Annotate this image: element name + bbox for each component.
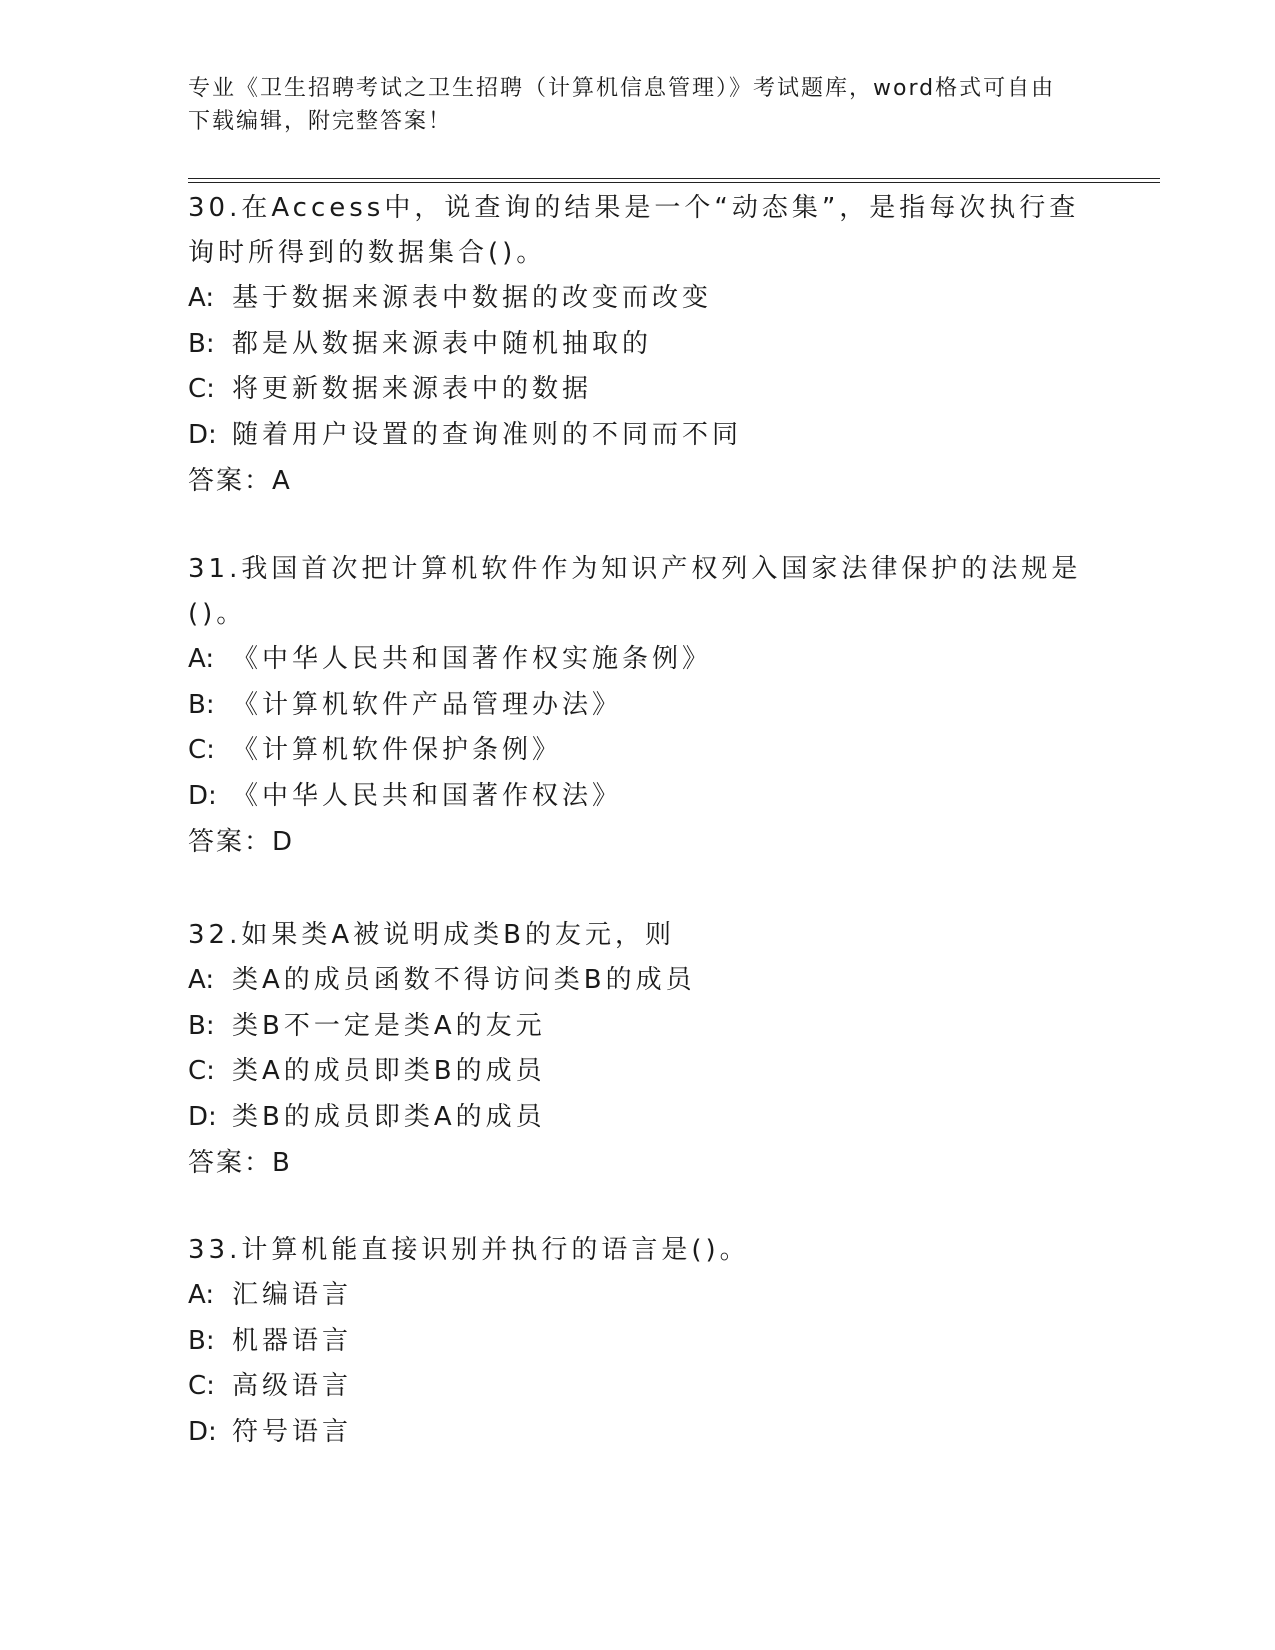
option-letter: D: [188,419,217,450]
option-c [188,728,1088,774]
option-a [188,276,1088,322]
option-text: 《中华人民共和国著作权法》 [232,780,623,811]
option-d [188,413,1088,459]
option-letter: A: [188,283,215,313]
option-letter: C: [188,374,215,405]
header-divider [188,178,1160,183]
header-text: 专业《卫生招聘考试之卫生招聘（计算机信息管理）》考试题库，word格式可自由下载编辑，附完整答案！ [188,76,1056,134]
option-text: 《中华人民共和国著作权实施条例》 [232,644,713,674]
question-30 [188,186,1088,504]
option-letter: C: [188,1371,215,1402]
option-letter: C: [188,1056,215,1087]
question-stem: 33.计算机能直接识别并执行的语言是()。 [188,1235,750,1265]
question-31 [188,547,1088,865]
option-letter: D: [188,1101,217,1132]
answer-label: 答案：A [188,466,292,497]
option-a [188,1273,1088,1319]
question-stem: 32.如果类A被说明成类B的友元，则 [188,920,675,950]
option-text: 符号语言 [232,1416,353,1447]
option-b [188,322,1088,368]
option-letter: B: [188,689,215,720]
option-c [188,367,1088,413]
option-text: 类B不一定是类A的友元 [232,1010,546,1041]
option-text: 随着用户设置的查询准则的不同而不同 [232,419,743,450]
option-text: 《计算机软件产品管理办法》 [232,689,623,720]
option-letter: B: [188,1010,215,1041]
option-d [188,1095,1088,1141]
question-stem: 30.在Access中，说查询的结果是一个“动态集”，是指每次执行查询时所得到的数据集合()。 [188,193,1080,268]
option-text: 都是从数据来源表中随机抽取的 [232,328,653,359]
option-b [188,1319,1088,1365]
option-d [188,1410,1088,1456]
option-letter: C: [188,735,215,766]
option-c [188,1049,1088,1095]
option-text: 汇编语言 [232,1280,353,1310]
option-letter: B: [188,1325,215,1356]
option-letter: D: [188,1416,217,1447]
option-text: 类B的成员即类A的成员 [232,1101,546,1132]
option-c [188,1364,1088,1410]
option-d [188,774,1088,820]
option-letter: A: [188,1280,215,1310]
option-letter: A: [188,965,215,995]
question-stem: 31.我国首次把计算机软件作为知识产权列入国家法律保护的法规是()。 [188,554,1082,629]
option-text: 类A的成员函数不得访问类B的成员 [232,965,696,995]
option-text: 基于数据来源表中数据的改变而改变 [232,283,713,313]
option-letter: B: [188,328,215,359]
answer-label: 答案：D [188,827,295,858]
document-header [188,72,1068,138]
question-32 [188,913,1088,1186]
option-text: 高级语言 [232,1371,353,1402]
option-a [188,637,1088,683]
option-letter: A: [188,644,215,674]
option-text: 将更新数据来源表中的数据 [232,374,593,405]
option-text: 《计算机软件保护条例》 [232,735,563,766]
option-b [188,1004,1088,1050]
option-text: 类A的成员即类B的成员 [232,1056,546,1087]
option-letter: D: [188,780,217,811]
option-text: 机器语言 [232,1325,353,1356]
question-33 [188,1228,1088,1455]
option-b [188,683,1088,729]
option-a [188,958,1088,1004]
answer-label: 答案：B [188,1148,292,1179]
